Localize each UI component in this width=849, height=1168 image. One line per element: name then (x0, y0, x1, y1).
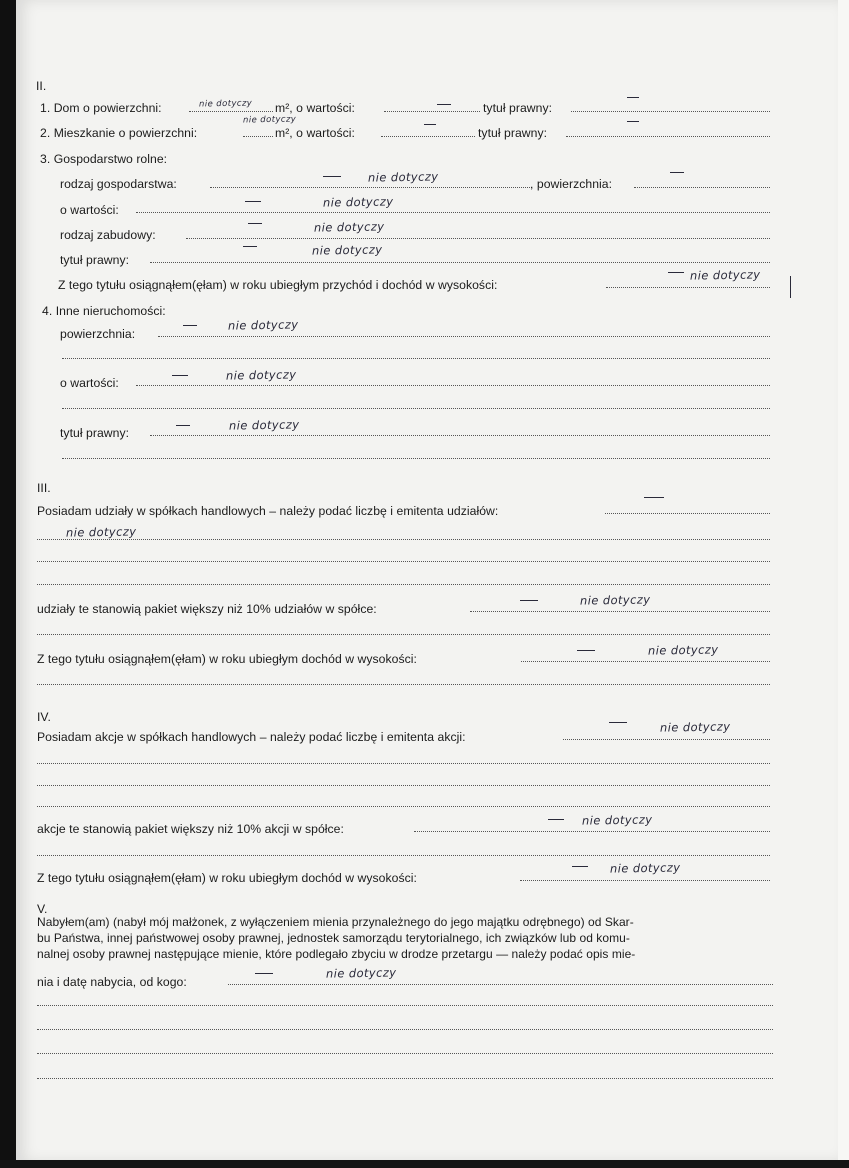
udzialy-dochod-line2[interactable] (37, 684, 770, 685)
powierzchnia-label: , powierzchnia: (530, 177, 613, 191)
inne-wartosci-dash (172, 375, 188, 376)
inne-powierzchnia-handwriting: nie dotyczy (227, 317, 299, 333)
nabycie-line-4: nia i datę nabycia, od kogo: (37, 975, 187, 989)
nabycie-line-2: bu Państwa, innej państwowej osoby prawnej, jednostek samorządu terytorialnego, ich związków lub od komu- (37, 931, 630, 945)
akcje-pakiet-label: akcje te stanowią pakiet większy niż 10% akcji w spółce: (37, 822, 344, 836)
przychod-handwriting: nie dotyczy (689, 267, 761, 283)
gospodarstwo-tytul-field[interactable] (150, 262, 770, 263)
gospodarstwo-przychod-label: Z tego tytułu osiągnąłem(ęłam) w roku ubiegłym przychód i dochód w wysokości: (58, 278, 498, 292)
udzialy-pakiet-line2[interactable] (37, 634, 770, 635)
nabycie-line3[interactable] (37, 1029, 773, 1030)
akcje-line2[interactable] (37, 763, 770, 764)
dom-tytul-field[interactable] (571, 111, 770, 112)
nabycie-field[interactable] (228, 984, 773, 985)
powierzchnia-dash (670, 172, 684, 173)
udzialy-dochod-handwriting: nie dotyczy (647, 642, 719, 658)
akcje-dochod-label: Z tego tytułu osiągnąłem(ęłam) w roku ubiegłym dochód w wysokości: (37, 871, 417, 885)
akcje-pakiet-field[interactable] (414, 831, 770, 832)
przychod-dash (668, 272, 684, 273)
mieszkanie-tytul-field[interactable] (566, 136, 770, 137)
akcje-label: Posiadam akcje w spółkach handlowych – należy podać liczbę i emitenta akcji: (37, 730, 466, 744)
inne-powierzchnia-label: powierzchnia: (60, 327, 136, 341)
mieszkanie-m2-label: m², o wartości: (275, 126, 355, 140)
akcje-handwriting: nie dotyczy (659, 719, 731, 735)
rodzaj-gospodarstwa-field[interactable] (210, 187, 532, 188)
inne-wartosci-label: o wartości: (60, 376, 119, 390)
gospodarstwo-wartosci-handwriting: nie dotyczy (322, 194, 394, 210)
rodzaj-gospodarstwa-dash (323, 176, 341, 177)
udzialy-handwriting: nie dotyczy (65, 524, 137, 540)
przychod-tick (790, 276, 791, 298)
rodzaj-gospodarstwa-handwriting: nie dotyczy (367, 169, 439, 185)
section-3-header: III. (37, 481, 51, 495)
rodzaj-gospodarstwa-label: rodzaj gospodarstwa: (60, 177, 177, 191)
dom-label: 1. Dom o powierzchni: (40, 101, 162, 115)
gospodarstwo-wartosci-label: o wartości: (60, 203, 119, 217)
udzialy-dash (644, 497, 664, 498)
inne-tytul-handwriting: nie dotyczy (228, 417, 300, 433)
inne-tytul-label: tytuł prawny: (60, 426, 130, 440)
zabudowy-handwriting: nie dotyczy (313, 219, 385, 235)
page-edge (838, 0, 849, 1168)
akcje-dochod-field[interactable] (520, 880, 770, 881)
akcje-dash (609, 722, 627, 723)
dom-area-handwriting: nie dotyczy (198, 98, 253, 110)
dom-m2-label: m², o wartości: (275, 101, 355, 115)
gospodarstwo-wartosci-dash (245, 201, 261, 202)
scan-border (0, 1160, 849, 1168)
akcje-line4[interactable] (37, 806, 770, 807)
mieszkanie-label: 2. Mieszkanie o powierzchni: (40, 126, 198, 140)
mieszkanie-area-handwriting: nie dotyczy (242, 114, 297, 126)
gospodarstwo-tytul-handwriting: nie dotyczy (311, 242, 383, 258)
gospodarstwo-wartosci-field[interactable] (136, 212, 770, 213)
udzialy-field[interactable] (605, 513, 770, 514)
nabycie-line5[interactable] (37, 1078, 773, 1079)
gospodarstwo-label: 3. Gospodarstwo rolne: (40, 152, 168, 166)
mieszkanie-value-field[interactable] (381, 136, 475, 137)
udzialy-pakiet-dash (520, 600, 538, 601)
dom-tytul-label: tytuł prawny: (483, 101, 553, 115)
akcje-pakiet-line2[interactable] (37, 855, 770, 856)
inne-tytul-field[interactable] (150, 435, 770, 436)
akcje-dochod-handwriting: nie dotyczy (609, 860, 681, 876)
gospodarstwo-tytul-label: tytuł prawny: (60, 253, 130, 267)
dom-area-field[interactable] (189, 111, 273, 112)
akcje-pakiet-handwriting: nie dotyczy (581, 812, 653, 828)
zabudowy-field[interactable] (186, 238, 770, 239)
section-2-header: II. (36, 79, 47, 93)
nabycie-handwriting: nie dotyczy (325, 965, 397, 981)
udzialy-pakiet-handwriting: nie dotyczy (579, 592, 651, 608)
inne-powierzchnia-line2[interactable] (62, 358, 770, 359)
udzialy-pakiet-label: udziały te stanowią pakiet większy niż 10% udziałów w spółce: (37, 602, 377, 616)
akcje-field[interactable] (563, 739, 770, 740)
nabycie-dash (255, 973, 273, 974)
udzialy-label: Posiadam udziały w spółkach handlowych – należy podać liczbę i emitenta udziałów: (37, 504, 499, 518)
udzialy-dochod-label: Z tego tytułu osiągnąłem(ęłam) w roku ubiegłym dochód w wysokości: (37, 652, 417, 666)
inne-wartosci-field[interactable] (136, 385, 770, 386)
inne-tytul-dash (176, 425, 190, 426)
nabycie-line4[interactable] (37, 1053, 773, 1054)
inne-wartosci-line2[interactable] (62, 408, 770, 409)
inne-powierzchnia-field[interactable] (158, 336, 770, 337)
gospodarstwo-tytul-dash (243, 246, 257, 247)
udzialy-line4[interactable] (37, 584, 770, 585)
dom-value-field[interactable] (384, 111, 480, 112)
akcje-line3[interactable] (37, 785, 770, 786)
mieszkanie-value-dash (424, 124, 436, 125)
udzialy-pakiet-field[interactable] (470, 611, 770, 612)
dom-value-dash (437, 104, 451, 105)
akcje-dochod-dash (572, 866, 588, 867)
nabycie-line-1: Nabyłem(am) (nabył mój małżonek, z wyłączeniem mienia przynależnego do jego majątku odrębnego) od Skar- (37, 915, 634, 929)
udzialy-line2[interactable] (37, 539, 770, 540)
nabycie-line2[interactable] (37, 1005, 773, 1006)
zabudowy-dash (248, 223, 262, 224)
nabycie-line-3: nalnej osoby prawnej następujące mienie, które podlegało zbyciu w drodze przetargu — należy podać opis mie- (37, 947, 636, 961)
akcje-pakiet-dash (548, 819, 564, 820)
udzialy-dochod-field[interactable] (521, 661, 770, 662)
section-5-header: V. (37, 902, 48, 916)
mieszkanie-tytul-dash (627, 121, 639, 122)
zabudowy-label: rodzaj zabudowy: (60, 228, 156, 242)
inne-nieruchomosci-label: 4. Inne nieruchomości: (42, 304, 166, 318)
udzialy-line3[interactable] (37, 561, 770, 562)
dom-tytul-dash (627, 97, 639, 98)
gospodarstwo-powierzchnia-field[interactable] (634, 187, 770, 188)
gospodarstwo-przychod-field[interactable] (606, 287, 770, 288)
inne-powierzchnia-dash (183, 325, 197, 326)
udzialy-dochod-dash (577, 650, 595, 651)
inne-tytul-line2[interactable] (62, 458, 770, 459)
inne-wartosci-handwriting: nie dotyczy (225, 367, 297, 383)
section-4-header: IV. (37, 710, 51, 724)
mieszkanie-area-field[interactable] (243, 136, 273, 137)
mieszkanie-tytul-label: tytuł prawny: (478, 126, 548, 140)
